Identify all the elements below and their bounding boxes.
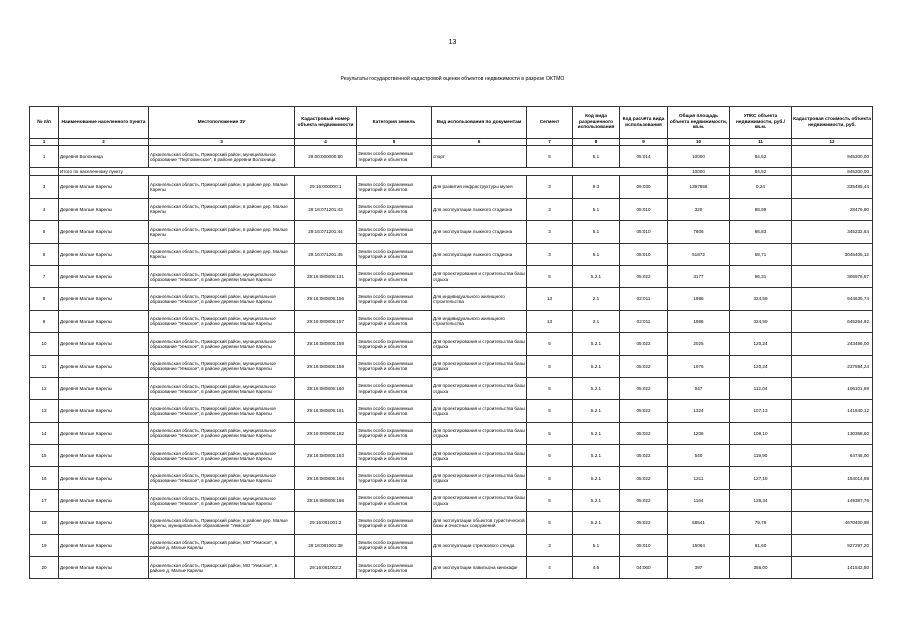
settlement-name: Деревня Малые Карелы bbox=[59, 557, 149, 579]
usage-type: Для проектирования и строительства базы отдыха bbox=[432, 489, 527, 511]
use-code: 5.2.1 bbox=[573, 333, 620, 355]
row-number: 5 bbox=[30, 221, 59, 243]
upks-value: 108,10 bbox=[730, 422, 792, 444]
settlement-name: Деревня Малые Карелы bbox=[59, 310, 149, 332]
usage-type: Для эксплуатации стрелкового стенда bbox=[432, 534, 527, 556]
column-header: Общая площадь объекта недвижимости, кв.м. bbox=[668, 107, 730, 139]
land-category: Земли особо охраняемых территорий и объектов bbox=[357, 265, 432, 287]
table-row bbox=[30, 445, 873, 467]
land-location: Архангельская область, Приморский район, муниципальное образование "Уемское", в районе деревни Малые Карелы bbox=[149, 445, 295, 467]
use-code: 9.3 bbox=[573, 176, 620, 198]
land-category: Земли особо охраняемых территорий и объектов bbox=[357, 198, 432, 220]
cadastral-cost: 149387,76 bbox=[792, 489, 873, 511]
table-row bbox=[30, 265, 873, 287]
segment: 3 bbox=[527, 534, 573, 556]
table-row bbox=[30, 534, 873, 556]
total-area: 15064 bbox=[668, 534, 730, 556]
column-header: Местоположение ЗУ bbox=[149, 107, 295, 139]
total-area: 3177 bbox=[668, 265, 730, 287]
cadastral-cost: 4670400,98 bbox=[792, 512, 873, 534]
segment: 5 bbox=[527, 467, 573, 489]
segment: 5 bbox=[527, 146, 573, 168]
use-code: 2.1 bbox=[573, 288, 620, 310]
column-header: Категория земель bbox=[357, 107, 432, 139]
segment: 3 bbox=[527, 198, 573, 220]
land-location: Архангельская область, Приморский район, в районе дер. Малые Карелы bbox=[149, 221, 295, 243]
usage-type: Для индивидуального жилищного строительства bbox=[432, 288, 527, 310]
table-row bbox=[30, 422, 873, 444]
cadastral-number: 29:16:071201:44 bbox=[295, 221, 357, 243]
usage-type: Для индивидуального жилищного строительства bbox=[432, 310, 527, 332]
cadastral-number: 29:16:080805:157 bbox=[295, 310, 357, 332]
column-number: 6 bbox=[432, 139, 527, 146]
use-code: 5.2.1 bbox=[573, 400, 620, 422]
usage-type: Для проектирования и строительства базы отдыха bbox=[432, 400, 527, 422]
land-location: Архангельская область, Приморский район, муниципальное образование "Уемское", в районе деревни Малые Карелы bbox=[149, 489, 295, 511]
total-area: 1986 bbox=[668, 288, 730, 310]
usage-type: Для эксплуатации павильона кинокафе bbox=[432, 557, 527, 579]
table-row bbox=[30, 176, 873, 198]
column-header: УПКС объекта недвижимости, руб./кв.м. bbox=[730, 107, 792, 139]
land-location: Архангельская область, Приморский район, в районе дер. Малые Карелы bbox=[149, 198, 295, 220]
cadastral-cost: 243486,00 bbox=[792, 333, 873, 355]
cadastral-cost: 28476,80 bbox=[792, 198, 873, 220]
usage-type: спорт bbox=[432, 146, 527, 168]
column-number: 9 bbox=[620, 139, 668, 146]
cadastral-cost: 64746,00 bbox=[792, 445, 873, 467]
settlement-name: Деревня Малые Карелы bbox=[59, 198, 149, 220]
table-row bbox=[30, 467, 873, 489]
cadastral-cost: 130368,60 bbox=[792, 422, 873, 444]
total-area: 397 bbox=[668, 557, 730, 579]
cadastral-cost: 645264,92 bbox=[792, 310, 873, 332]
column-number: 11 bbox=[730, 139, 792, 146]
upks-value: 120,24 bbox=[730, 355, 792, 377]
total-row bbox=[30, 168, 873, 176]
land-location: Архангельская область, Приморский район, муниципальное образование "Уемское", в районе деревни Малые Карелы bbox=[149, 355, 295, 377]
row-number: 15 bbox=[30, 445, 59, 467]
column-header: Код расчёта вида использования bbox=[620, 107, 668, 139]
document-title: Результаты государственной кадастровой оценки объектов недвижимости в разрезе ОКТМО bbox=[340, 76, 565, 82]
cadastral-number: 29:16:080805:158 bbox=[295, 333, 357, 355]
calc-code: 05:022 bbox=[620, 355, 668, 377]
table-row bbox=[30, 243, 873, 265]
cadastral-number: 29:16:080805:166 bbox=[295, 489, 357, 511]
settlement-name: Деревня Малые Карелы bbox=[59, 176, 149, 198]
use-code: 5.1 bbox=[573, 243, 620, 265]
usage-type: Для развития инфраструктуры музея bbox=[432, 176, 527, 198]
segment: 5 bbox=[527, 355, 573, 377]
cadastral-number: 29:00:000000:80 bbox=[295, 146, 357, 168]
land-category: Земли особо охраняемых территорий и объектов bbox=[357, 333, 432, 355]
total-area: 51872 bbox=[668, 243, 730, 265]
land-location: Архангельская область, Приморский район, муниципальное образование "Уемское", в районе деревни Малые Карелы bbox=[149, 377, 295, 399]
land-category: Земли особо охраняемых территорий и объектов bbox=[357, 512, 432, 534]
segment: 3 bbox=[527, 221, 573, 243]
cadastral-cost: 335485,44 bbox=[792, 176, 873, 198]
cadastral-number: 29:16:081002:2 bbox=[295, 557, 357, 579]
row-number: 10 bbox=[30, 333, 59, 355]
calc-code: 05:022 bbox=[620, 422, 668, 444]
use-code: 5.1 bbox=[573, 221, 620, 243]
segment: 5 bbox=[527, 422, 573, 444]
upks-value: 61,60 bbox=[730, 534, 792, 556]
usage-type: Для проектирования и строительства базы отдыха bbox=[432, 445, 527, 467]
total-label: Итого по населенному пункту bbox=[59, 168, 668, 176]
land-location: Архангельская область, Приморский район, муниципальное образование "Уемское", в районе деревни Малые Карелы bbox=[149, 422, 295, 444]
total-area: 2025 bbox=[668, 333, 730, 355]
total-area: 1206 bbox=[668, 422, 730, 444]
settlement-name: Деревня Малые Карелы bbox=[59, 422, 149, 444]
use-code: 5.2.1 bbox=[573, 445, 620, 467]
settlement-name: Деревня Малые Карелы bbox=[59, 265, 149, 287]
upks-value: 84,52 bbox=[730, 168, 792, 176]
cadastral-number: 29:16:000000:1 bbox=[295, 176, 357, 198]
table-row bbox=[30, 146, 873, 168]
upks-value: 324,59 bbox=[730, 288, 792, 310]
cadastral-cost: 305976,87 bbox=[792, 265, 873, 287]
land-category: Земли особо охраняемых территорий и объектов bbox=[357, 310, 432, 332]
upks-value: 112,04 bbox=[730, 377, 792, 399]
upks-value: 107,13 bbox=[730, 400, 792, 422]
settlement-name: Деревня Малые Карелы bbox=[59, 445, 149, 467]
usage-type: Для проектирования и строительства базы отдыха bbox=[432, 355, 527, 377]
segment: 4 bbox=[527, 557, 573, 579]
cadastral-cost: 3045405,12 bbox=[792, 243, 873, 265]
use-code: 5.2.1 bbox=[573, 377, 620, 399]
use-code: 5.2.1 bbox=[573, 355, 620, 377]
use-code: 4.6 bbox=[573, 557, 620, 579]
cadastral-table bbox=[29, 106, 873, 579]
column-number: 8 bbox=[573, 139, 620, 146]
upks-value: 324,59 bbox=[730, 310, 792, 332]
land-location: Архангельская область, Приморский район, муниципальное образование "Уемское", в районе деревни Малые Карелы bbox=[149, 333, 295, 355]
empty-cell bbox=[30, 168, 59, 176]
segment: 3 bbox=[527, 176, 573, 198]
usage-type: Для проектирования и строительства базы отдыха bbox=[432, 265, 527, 287]
total-area: 1164 bbox=[668, 489, 730, 511]
land-location: Архангельская область, Приморский район, муниципальное образование "Уемское", в районе деревни Малые Карелы bbox=[149, 467, 295, 489]
land-category: Земли особо охраняемых территорий и объектов bbox=[357, 534, 432, 556]
table-row bbox=[30, 557, 873, 579]
land-category: Земли особо охраняемых территорий и объектов bbox=[357, 467, 432, 489]
use-code: 5.1 bbox=[573, 534, 620, 556]
upks-value: 128,34 bbox=[730, 489, 792, 511]
table-body bbox=[30, 146, 873, 579]
land-category: Земли особо охраняемых территорий и объектов bbox=[357, 146, 432, 168]
cadastral-cost: 927297,20 bbox=[792, 534, 873, 556]
cadastral-number: 29:16:080805:131 bbox=[295, 265, 357, 287]
usage-type: Для эксплуатации лыжного стадиона bbox=[432, 221, 527, 243]
use-code: 5.2.1 bbox=[573, 489, 620, 511]
calc-code: 05:022 bbox=[620, 265, 668, 287]
calc-code: 05:022 bbox=[620, 512, 668, 534]
column-number: 1 bbox=[30, 139, 59, 146]
calc-code: 05:022 bbox=[620, 489, 668, 511]
total-area: 540 bbox=[668, 445, 730, 467]
row-number: 6 bbox=[30, 243, 59, 265]
cadastral-number: 29:16:071201:43 bbox=[295, 198, 357, 220]
cadastral-number: 29:16:080805:162 bbox=[295, 422, 357, 444]
calc-code: 09:030 bbox=[620, 176, 668, 198]
use-code: 5.1 bbox=[573, 198, 620, 220]
segment: 5 bbox=[527, 489, 573, 511]
land-location: Архангельская область, Приморский район, МО "Уемское", в районе д. Малые Карелы bbox=[149, 534, 295, 556]
settlement-name: Деревня Малые Карелы bbox=[59, 243, 149, 265]
row-number: 9 bbox=[30, 310, 59, 332]
table-row bbox=[30, 400, 873, 422]
settlement-name: Деревня Малые Карелы bbox=[59, 400, 149, 422]
land-location: Архангельская область, Приморский район, в районе дер. Малые Карелы bbox=[149, 243, 295, 265]
segment: 5 bbox=[527, 377, 573, 399]
table-row bbox=[30, 355, 873, 377]
upks-value: 84,52 bbox=[730, 146, 792, 168]
use-code: 5.2.1 bbox=[573, 422, 620, 444]
row-number: 1 bbox=[30, 146, 59, 168]
settlement-name: Деревня Малые Карелы bbox=[59, 333, 149, 355]
settlement-name: Деревня Малые Карелы bbox=[59, 512, 149, 534]
column-header: Кадастровая стоимость объекта недвижимости, руб. bbox=[792, 107, 873, 139]
use-code: 5.2.1 bbox=[573, 265, 620, 287]
cadastral-number: 29:16:081001:38 bbox=[295, 534, 357, 556]
cadastral-cost: 237594,24 bbox=[792, 355, 873, 377]
column-number: 10 bbox=[668, 139, 730, 146]
segment: 13 bbox=[527, 310, 573, 332]
land-category: Земли особо охраняемых территорий и объектов bbox=[357, 355, 432, 377]
table-row bbox=[30, 198, 873, 220]
column-number-row bbox=[30, 139, 873, 146]
segment: 5 bbox=[527, 333, 573, 355]
cadastral-cost: 141542,50 bbox=[792, 557, 873, 579]
land-location: Архангельская область, Приморский район, в районе дер. Малые Карелы, муниципальное образование "Уемское" bbox=[149, 512, 295, 534]
settlement-name: Деревня Волохница bbox=[59, 146, 149, 168]
row-number: 7 bbox=[30, 265, 59, 287]
column-header: Сегмент bbox=[527, 107, 573, 139]
column-header: Наименование населенного пункта bbox=[59, 107, 149, 139]
land-location: Архангельская область, Приморский район, муниципальное образование "Уемское", в районе деревни Малые Карелы bbox=[149, 400, 295, 422]
upks-value: 79,76 bbox=[730, 512, 792, 534]
column-header: Вид использования по документам bbox=[432, 107, 527, 139]
settlement-name: Деревня Малые Карелы bbox=[59, 288, 149, 310]
column-number: 3 bbox=[149, 139, 295, 146]
column-number: 7 bbox=[527, 139, 573, 146]
settlement-name: Деревня Малые Карелы bbox=[59, 355, 149, 377]
table-row bbox=[30, 489, 873, 511]
calc-code: 05:022 bbox=[620, 445, 668, 467]
cadastral-cost: 845200,00 bbox=[792, 146, 873, 168]
usage-type: Для проектирования и строительства базы отдыха bbox=[432, 467, 527, 489]
use-code: 2.1 bbox=[573, 310, 620, 332]
land-category: Земли особо охраняемых территорий и объектов bbox=[357, 489, 432, 511]
land-category: Земли особо охраняемых территорий и объектов bbox=[357, 288, 432, 310]
cadastral-number: 29:16:080805:163 bbox=[295, 445, 357, 467]
cadastral-cost: 154014,98 bbox=[792, 467, 873, 489]
upks-value: 96,31 bbox=[730, 265, 792, 287]
land-category: Земли особо охраняемых территорий и объектов bbox=[357, 557, 432, 579]
segment: 5 bbox=[527, 445, 573, 467]
segment: 5 bbox=[527, 400, 573, 422]
land-location: Архангельская область, Приморский район, в районе дер. Малые Карелы bbox=[149, 176, 295, 198]
column-number: 4 bbox=[295, 139, 357, 146]
total-area: 1211 bbox=[668, 467, 730, 489]
cadastral-number: 29:16:080805:156 bbox=[295, 288, 357, 310]
land-location: Архангельская область, Приморский район, МО "Уемское", в районе д. Малые Карелы bbox=[149, 557, 295, 579]
use-code: 5.2.1 bbox=[573, 467, 620, 489]
upks-value: 58,71 bbox=[730, 243, 792, 265]
total-area: 1986 bbox=[668, 310, 730, 332]
row-number: 19 bbox=[30, 534, 59, 556]
column-header: Код вида разрешенного использования bbox=[573, 107, 620, 139]
row-number: 12 bbox=[30, 377, 59, 399]
cadastral-number: 29:16:080805:164 bbox=[295, 467, 357, 489]
land-category: Земли особо охраняемых территорий и объектов bbox=[357, 221, 432, 243]
total-area: 1976 bbox=[668, 355, 730, 377]
row-number: 16 bbox=[30, 467, 59, 489]
calc-code: 05:010 bbox=[620, 243, 668, 265]
upks-value: 0,24 bbox=[730, 176, 792, 198]
total-area: 10000 bbox=[668, 168, 730, 176]
row-number: 4 bbox=[30, 198, 59, 220]
settlement-name: Деревня Малые Карелы bbox=[59, 221, 149, 243]
total-area: 947 bbox=[668, 377, 730, 399]
segment: 3 bbox=[527, 243, 573, 265]
cadastral-cost: 106101,88 bbox=[792, 377, 873, 399]
usage-type: Для проектирования и строительства базы отдыха bbox=[432, 377, 527, 399]
calc-code: 02:011 bbox=[620, 310, 668, 332]
cadastral-number: 29:16:081001:2 bbox=[295, 512, 357, 534]
land-location: Архангельская область, Приморский район, муниципальное образование "Уемское", в районе деревни Малые Карелы bbox=[149, 265, 295, 287]
land-category: Земли особо охраняемых территорий и объектов bbox=[357, 377, 432, 399]
settlement-name: Деревня Малые Карелы bbox=[59, 489, 149, 511]
usage-type: Для проектирования и строительства базы отдыха bbox=[432, 422, 527, 444]
upks-value: 66,83 bbox=[730, 221, 792, 243]
usage-type: Для эксплуатации объектов туристической базы и очистных сооружений bbox=[432, 512, 527, 534]
row-number: 18 bbox=[30, 512, 59, 534]
segment: 5 bbox=[527, 512, 573, 534]
land-location: Архангельская область, Приморский район, муниципальное образование "Уемское", в районе деревни Малые Карелы bbox=[149, 310, 295, 332]
settlement-name: Деревня Малые Карелы bbox=[59, 467, 149, 489]
land-location: Архангельская область, Приморский район, муниципальное образование "Уемское", в районе деревни Малые Карелы bbox=[149, 288, 295, 310]
settlement-name: Деревня Малые Карелы bbox=[59, 534, 149, 556]
calc-code: 04:060 bbox=[620, 557, 668, 579]
table-row bbox=[30, 221, 873, 243]
upks-value: 88,99 bbox=[730, 198, 792, 220]
table-row bbox=[30, 333, 873, 355]
upks-value: 120,24 bbox=[730, 333, 792, 355]
land-category: Земли особо охраняемых территорий и объектов bbox=[357, 243, 432, 265]
cadastral-number: 29:16:080805:161 bbox=[295, 400, 357, 422]
column-header: Кадастровый номер объекта недвижимости bbox=[295, 107, 357, 139]
table-row bbox=[30, 310, 873, 332]
row-number: 3 bbox=[30, 176, 59, 198]
cadastral-number: 29:16:080805:160 bbox=[295, 377, 357, 399]
total-area: 1324 bbox=[668, 400, 730, 422]
land-location: Архангельская область, Приморский район, муниципальное образование "Пертоминское", в районе деревни Волохница bbox=[149, 146, 295, 168]
column-number: 2 bbox=[59, 139, 149, 146]
total-area: 10000 bbox=[668, 146, 730, 168]
cadastral-cost: 644635,74 bbox=[792, 288, 873, 310]
total-area: 58541 bbox=[668, 512, 730, 534]
row-number: 17 bbox=[30, 489, 59, 511]
calc-code: 05:014 bbox=[620, 146, 668, 168]
cadastral-number: 29:16:071201:45 bbox=[295, 243, 357, 265]
table-row bbox=[30, 512, 873, 534]
row-number: 8 bbox=[30, 288, 59, 310]
usage-type: Для эксплуатации лыжного стадиона bbox=[432, 243, 527, 265]
calc-code: 05:022 bbox=[620, 400, 668, 422]
segment: 13 bbox=[527, 288, 573, 310]
total-area: 320 bbox=[668, 198, 730, 220]
usage-type: Для эксплуатации лыжного стадиона bbox=[432, 198, 527, 220]
calc-code: 02:011 bbox=[620, 288, 668, 310]
land-category: Земли особо охраняемых территорий и объектов bbox=[357, 400, 432, 422]
cadastral-number: 29:16:080805:159 bbox=[295, 355, 357, 377]
calc-code: 05:022 bbox=[620, 377, 668, 399]
calc-code: 05:022 bbox=[620, 467, 668, 489]
segment: 5 bbox=[527, 265, 573, 287]
land-category: Земли особо охраняемых территорий и объектов bbox=[357, 176, 432, 198]
table-row bbox=[30, 288, 873, 310]
cadastral-cost: 141840,12 bbox=[792, 400, 873, 422]
calc-code: 05:010 bbox=[620, 534, 668, 556]
table-row bbox=[30, 377, 873, 399]
upks-value: 127,18 bbox=[730, 467, 792, 489]
row-number: 14 bbox=[30, 422, 59, 444]
settlement-name: Деревня Малые Карелы bbox=[59, 377, 149, 399]
upks-value: 119,90 bbox=[730, 445, 792, 467]
use-code: 5.1 bbox=[573, 146, 620, 168]
column-header: № п/п bbox=[30, 107, 59, 139]
column-number: 12 bbox=[792, 139, 873, 146]
column-number: 5 bbox=[357, 139, 432, 146]
land-category: Земли особо охраняемых территорий и объектов bbox=[357, 445, 432, 467]
upks-value: 356,00 bbox=[730, 557, 792, 579]
total-area: 1397856 bbox=[668, 176, 730, 198]
use-code: 5.2.1 bbox=[573, 512, 620, 534]
land-category: Земли особо охраняемых территорий и объектов bbox=[357, 422, 432, 444]
calc-code: 05:010 bbox=[620, 221, 668, 243]
row-number: 20 bbox=[30, 557, 59, 579]
header-row bbox=[30, 107, 873, 139]
calc-code: 05:022 bbox=[620, 333, 668, 355]
row-number: 11 bbox=[30, 355, 59, 377]
total-area: 7806 bbox=[668, 221, 730, 243]
cadastral-cost: 345232,64 bbox=[792, 221, 873, 243]
cadastral-cost: 845200,00 bbox=[792, 168, 873, 176]
calc-code: 05:010 bbox=[620, 198, 668, 220]
page-number: 13 bbox=[448, 39, 457, 46]
row-number: 13 bbox=[30, 400, 59, 422]
usage-type: Для проектирования и строительства базы отдыха bbox=[432, 333, 527, 355]
